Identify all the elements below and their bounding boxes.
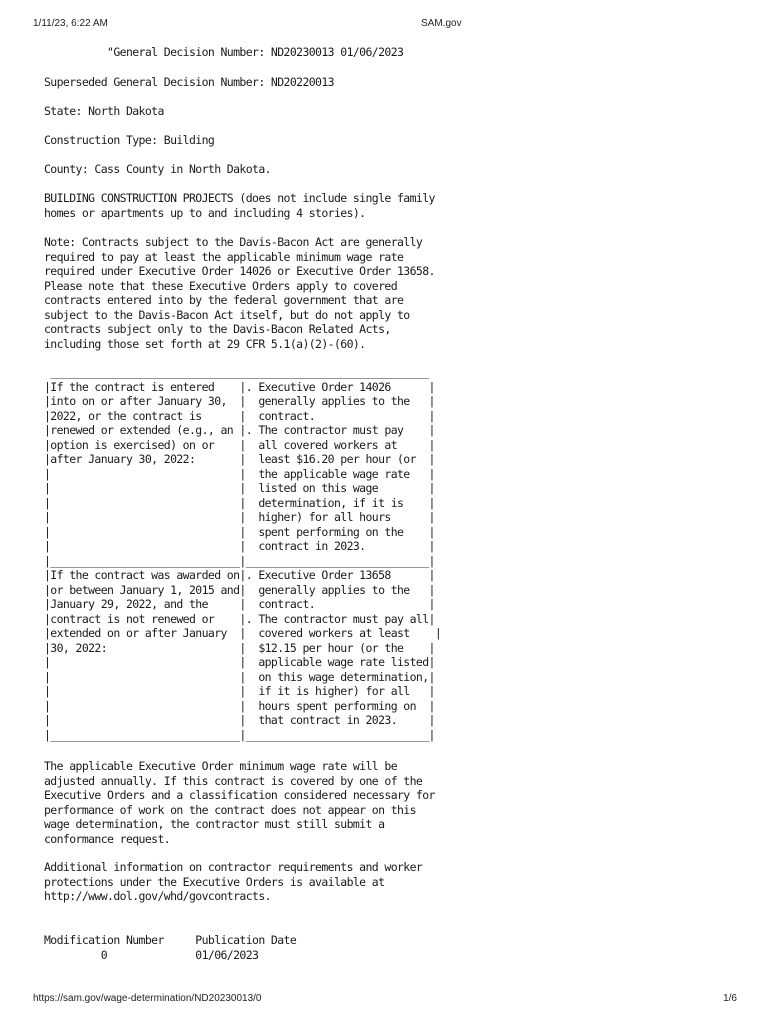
construction-type-line: Construction Type: Building xyxy=(44,133,215,147)
page-number: 1/6 xyxy=(723,993,737,1004)
building-projects-paragraph: BUILDING CONSTRUCTION PROJECTS (does not include single family homes or apartments up to and including 4 stories). xyxy=(44,191,435,220)
print-datetime: 1/11/23, 6:22 AM xyxy=(33,18,108,29)
print-url: https://sam.gov/wage-determination/ND20230013/0 xyxy=(33,993,262,1004)
davis-bacon-note-paragraph: Note: Contracts subject to the Davis-Bacon Act are generally required to pay at least the applicable minimum wage rate required under Executive Order 14026 or Executive Order 13658. Please note that these Executive Orders apply to covered contracts entered into by the federal government that are subject to the Davis-Bacon Act itself, but do not apply to contracts subject only to the Davis-Bacon Related Acts, including those set forth at 29 CFR 5.1(a)(2)-(60). xyxy=(44,235,435,351)
general-decision-number: "General Decision Number: ND20230013 01/06/2023 xyxy=(44,45,404,59)
state-line: State: North Dakota xyxy=(44,104,164,118)
superseded-decision-number: Superseded General Decision Number: ND20220013 xyxy=(44,75,334,89)
modification-table: Modification Number Publication Date 0 01/06/2023 xyxy=(44,933,297,962)
print-site-title: SAM.gov xyxy=(421,18,462,29)
minimum-wage-paragraph: The applicable Executive Order minimum wage rate will be adjusted annually. If this contract is covered by one of the Executive Orders and a classification considered necessary for performance of work on the contract does not appear on this wage determination, the contractor must still submit a conformance request. xyxy=(44,759,435,846)
county-line: County: Cass County in North Dakota. xyxy=(44,162,271,176)
executive-order-table: ____________________________________________________________ |If the contract is entered |. Executive Order 14026 | |into on or after January 30, | generally applies to the | |2022, or the contract is | contract. | |renewed or extended (e.g., an |. The contractor must pay | |option is exercised) on or | all covered workers at | |after January 30, 2022: | least $16.20 per hour (or | | | the applicable wage rate | | | listed on this wage | | | determination, if it is | | | higher) for all hours | | | spent performing on the | | | contract in 2023. | |______________________________|_____________________________| |If the contract was awarded on|. Executive Order 13658 | |or between January 1, 2015 and| generally applies to the | |January 29, 2022, and the | contract. | |contract is not renewed or |. The contractor must pay all| |extended on or after January | covered workers at least | |30, 2022: | $12.15 per hour (or the | | | applicable wage rate listed| | | on this wage determination,| | | if it is higher) for all | | | hours spent performing on | | | that contract in 2023. | |______________________________|_____________________________| xyxy=(44,365,442,742)
additional-info-paragraph: Additional information on contractor requirements and worker protections under the Executive Orders is available at http://www.dol.gov/whd/govcontracts. xyxy=(44,860,423,903)
